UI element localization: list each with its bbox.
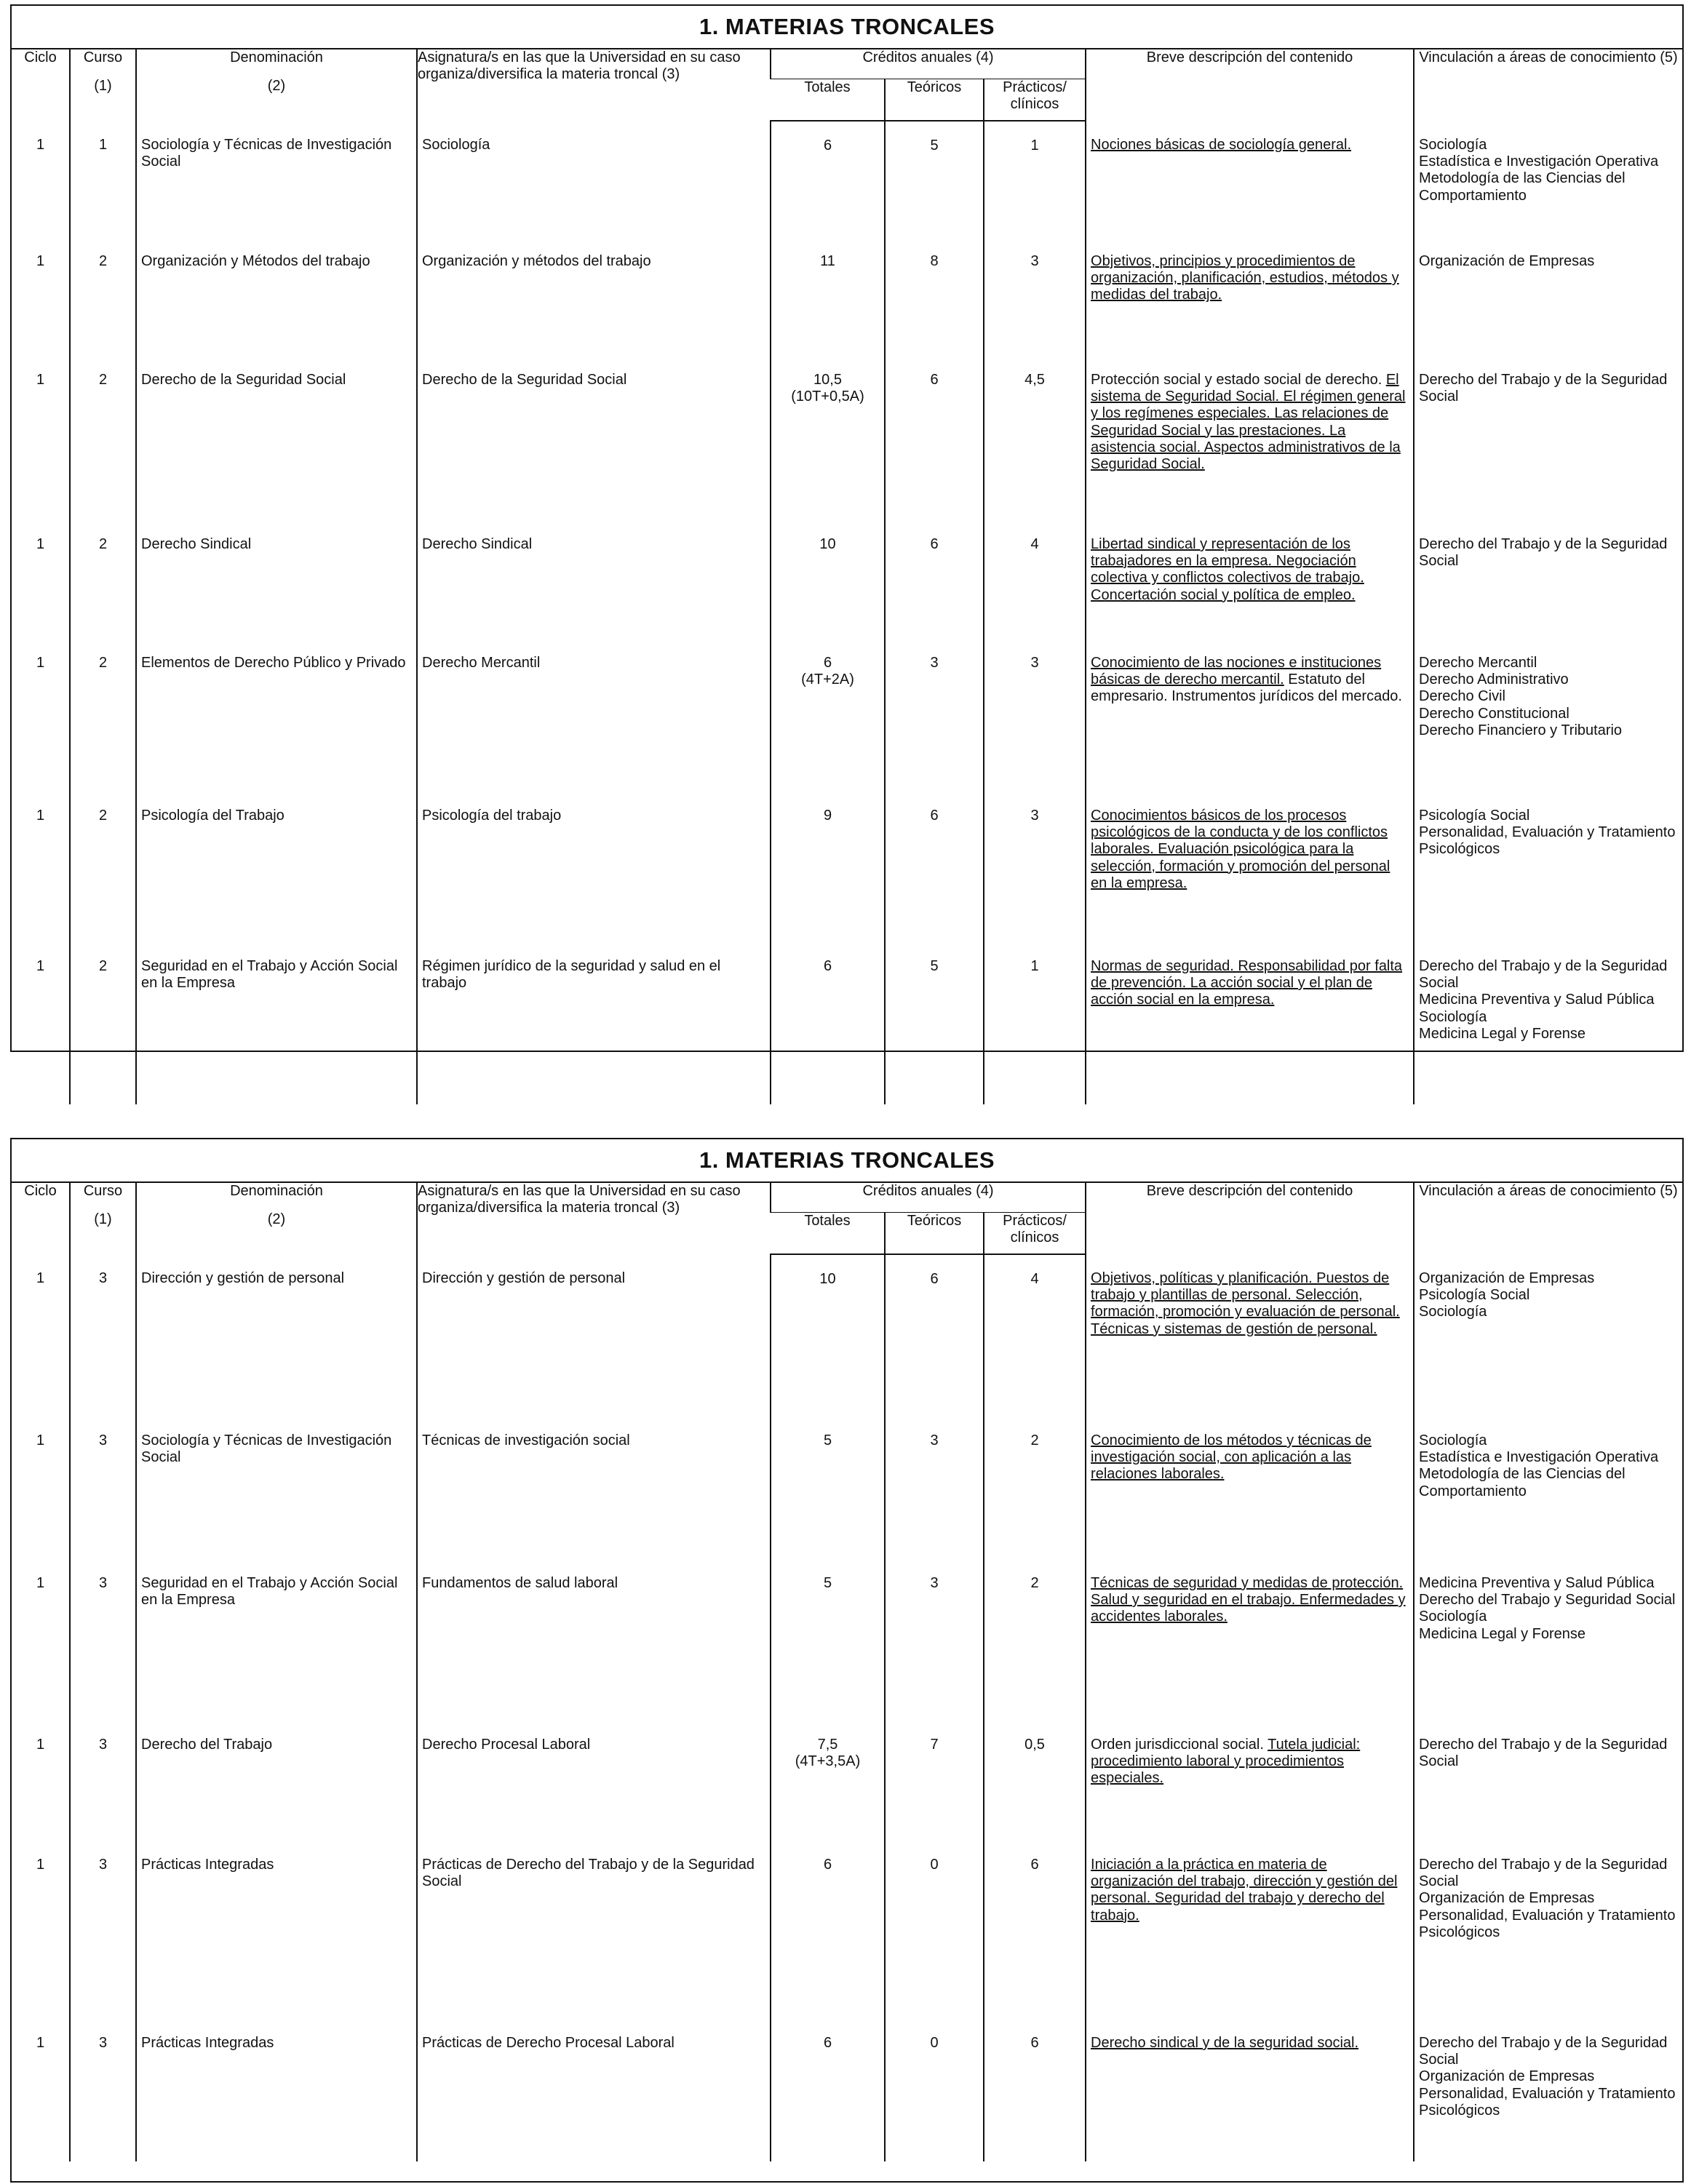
materias-table — [12, 1183, 1682, 2161]
table-row — [12, 1559, 1682, 1721]
asignatura-cell: Técnicas de investigación social — [417, 1416, 771, 1559]
descripcion-cell — [1086, 1559, 1414, 1721]
asignatura-cell: Derecho Mercantil — [417, 639, 771, 792]
areas-cell — [1414, 121, 1682, 237]
col-curso-header: Curso (1) — [70, 49, 136, 121]
curso-cell: 1 — [70, 121, 136, 237]
totales-cell — [771, 2019, 885, 2161]
asignatura-cell: Derecho Procesal Laboral — [417, 1721, 771, 1841]
ciclo-cell: 1 — [36, 808, 45, 824]
descripcion-cell — [1086, 1841, 1414, 2019]
totales-detail: (4T+2A) — [801, 671, 854, 688]
denominacion-cell: Prácticas Integradas — [136, 1841, 417, 2019]
area-item: Estadística e Investigación Operativa — [1419, 154, 1659, 170]
asignatura-cell: Régimen jurídico de la seguridad y salud en el trabajo — [417, 942, 771, 1104]
col-practicos-header: Prácticos/ clínicos — [984, 79, 1086, 121]
descripcion-underlined-text: Tutela judicial: procedimiento laboral y procedimientos especiales. — [1091, 1737, 1361, 1787]
areas-cell — [1414, 1559, 1682, 1721]
asignatura-cell: Derecho de la Seguridad Social — [417, 356, 771, 520]
denominacion-cell: Seguridad en el Trabajo y Acción Social en la Empresa — [136, 1559, 417, 1721]
totales-value: 11 — [820, 253, 835, 269]
teoricos-cell: 8 — [885, 237, 984, 356]
area-item: Estadística e Investigación Operativa — [1419, 1449, 1659, 1466]
ciclo-cell: 1 — [36, 372, 45, 388]
col-teoricos-header: Teóricos — [885, 1213, 984, 1255]
area-item: Personalidad, Evaluación y Tratamiento Psicológicos — [1419, 1907, 1676, 1940]
teoricos-cell: 7 — [885, 1721, 984, 1841]
descripcion-underlined-text: Derecho sindical y de la seguridad social. — [1091, 2035, 1359, 2051]
area-item: Organización de Empresas — [1419, 253, 1595, 269]
totales-cell — [771, 639, 885, 792]
denominacion-cell: Psicología del Trabajo — [136, 792, 417, 942]
area-item: Organización de Empresas — [1419, 1270, 1595, 1286]
descripcion-underlined-text: Conocimientos básicos de los procesos psicológicos de la conducta y de los conflictos laborales. Evaluación psicológica para la selección, formación y promoción del personal en la empresa. — [1091, 808, 1390, 891]
descripcion-underlined-text: Nociones básicas de sociología general. — [1091, 137, 1352, 153]
area-item: Metodología de las Ciencias del Comportamiento — [1419, 170, 1626, 204]
area-item: Medicina Legal y Forense — [1419, 1025, 1586, 1042]
totales-cell — [771, 237, 885, 356]
area-item: Derecho del Trabajo y de la Seguridad Social — [1419, 1737, 1668, 1770]
areas-cell — [1414, 520, 1682, 639]
descripcion-plain-text: Orden jurisdiccional social. — [1091, 1737, 1268, 1753]
area-item: Psicología Social — [1419, 1287, 1530, 1304]
descripcion-cell — [1086, 639, 1414, 792]
curso-cell: 2 — [70, 792, 136, 942]
descripcion-underlined-text: El sistema de Seguridad Social. El régimen general y los regímenes especiales. Las relaciones de Seguridad Social y las prestaciones. La asistencia social. Aspectos administrativos de la Seguridad Social. — [1091, 372, 1406, 472]
descripcion-underlined-text: Iniciación a la práctica en materia de organización del trabajo, dirección y gestión del personal. Seguridad del trabajo y derecho del trabajo. — [1091, 1857, 1398, 1924]
totales-value: 6 — [823, 2035, 832, 2051]
ciclo-cell: 1 — [36, 1575, 45, 1591]
col-curso-header: Curso (1) — [70, 1183, 136, 1254]
col-descripcion-header: Breve descripción del contenido — [1086, 1183, 1414, 1254]
teoricos-cell: 6 — [885, 1254, 984, 1416]
ciclo-cell: 1 — [36, 1737, 45, 1753]
col-denominacion-header: Denominación (2) — [136, 1183, 417, 1254]
totales-cell — [771, 1841, 885, 2019]
area-item: Derecho Financiero y Tributario — [1419, 722, 1623, 738]
descripcion-underlined-text: Conocimiento de los métodos y técnicas de investigación social, con aplicación a las relaciones laborales. — [1091, 1432, 1372, 1483]
table-body — [12, 121, 1682, 1104]
denominacion-cell: Sociología y Técnicas de Investigación Social — [136, 121, 417, 237]
table-row — [12, 639, 1682, 792]
curso-cell: 3 — [70, 2019, 136, 2161]
ciclo-cell: 1 — [36, 1270, 45, 1286]
area-item: Derecho del Trabajo y de la Seguridad Social — [1419, 2035, 1668, 2068]
materias-troncales-table-2 — [10, 1138, 1684, 2183]
area-item: Organización de Empresas — [1419, 1890, 1595, 1907]
area-item: Sociología — [1419, 1304, 1487, 1320]
table-row — [12, 2019, 1682, 2161]
area-item: Derecho del Trabajo y de la Seguridad Social — [1419, 1857, 1668, 1890]
totales-cell — [771, 356, 885, 520]
table-body — [12, 1254, 1682, 2161]
area-item: Psicología Social — [1419, 808, 1530, 824]
teoricos-cell: 5 — [885, 121, 984, 237]
descripcion-underlined-text: Conocimiento de las nociones e instituciones básicas de derecho mercantil. — [1091, 655, 1382, 688]
denominacion-cell: Sociología y Técnicas de Investigación Social — [136, 1416, 417, 1559]
curso-cell: 2 — [70, 237, 136, 356]
col-vinculacion-header: Vinculación a áreas de conocimiento (5) — [1414, 1183, 1682, 1254]
areas-cell — [1414, 1416, 1682, 1559]
totales-value: 10 — [819, 536, 836, 552]
descripcion-underlined-text: Objetivos, principios y procedimientos de organización, planificación, estudios, métodos y medidas del trabajo. — [1091, 253, 1399, 303]
areas-cell — [1414, 942, 1682, 1104]
area-item: Derecho del Trabajo y de la Seguridad Social — [1419, 536, 1668, 570]
descripcion-underlined-text: Libertad sindical y representación de los trabajadores en la empresa. Negociación colectiva y conflictos colectivos de trabajo. Concertación social y política de empleo. — [1091, 536, 1364, 603]
practicos-cell: 4 — [984, 1254, 1086, 1416]
descripcion-underlined-text: Objetivos, políticas y planificación. Puestos de trabajo y plantillas de personal. Selección, formación, promoción y evaluación de personal. Técnicas y sistemas de gestión de personal. — [1091, 1270, 1400, 1337]
descripcion-underlined-text: Normas de seguridad. Responsabilidad por falta de prevención. La acción social y el plan de acción social en la empresa. — [1091, 958, 1403, 1008]
table-title: 1. MATERIAS TRONCALES — [12, 1139, 1682, 1183]
totales-detail: (10T+0,5A) — [791, 388, 864, 405]
areas-cell — [1414, 792, 1682, 942]
denominacion-cell: Derecho Sindical — [136, 520, 417, 639]
col-ciclo-header: Ciclo — [24, 49, 57, 65]
asignatura-cell: Dirección y gestión de personal — [417, 1254, 771, 1416]
totales-detail: (4T+3,5A) — [795, 1753, 861, 1770]
area-item: Sociología — [1419, 137, 1487, 153]
practicos-cell: 3 — [984, 639, 1086, 792]
ciclo-cell: 1 — [36, 958, 45, 974]
practicos-cell: 3 — [984, 792, 1086, 942]
table-title: 1. MATERIAS TRONCALES — [12, 6, 1682, 49]
teoricos-cell: 6 — [885, 792, 984, 942]
area-item: Derecho Constitucional — [1419, 705, 1569, 722]
teoricos-cell: 3 — [885, 1559, 984, 1721]
curso-cell: 2 — [70, 942, 136, 1104]
practicos-cell: 3 — [984, 237, 1086, 356]
area-item: Sociología — [1419, 1432, 1487, 1448]
denominacion-cell: Organización y Métodos del trabajo — [136, 237, 417, 356]
col-denominacion-header: Denominación (2) — [136, 49, 417, 121]
descripcion-cell — [1086, 520, 1414, 639]
teoricos-cell: 3 — [885, 1416, 984, 1559]
practicos-cell: 0,5 — [984, 1721, 1086, 1841]
totales-value: 9 — [823, 808, 832, 824]
areas-cell — [1414, 1721, 1682, 1841]
descripcion-plain-text: Estatuto del empresario. Instrumentos jurídicos del mercado. — [1091, 671, 1402, 705]
area-item: Sociología — [1419, 1609, 1487, 1625]
curso-cell: 3 — [70, 1254, 136, 1416]
col-teoricos-header: Teóricos — [885, 79, 984, 121]
totales-cell — [771, 520, 885, 639]
curso-cell: 3 — [70, 1721, 136, 1841]
denominacion-cell: Seguridad en el Trabajo y Acción Social en la Empresa — [136, 942, 417, 1104]
ciclo-cell: 1 — [36, 655, 45, 671]
practicos-cell: 2 — [984, 1559, 1086, 1721]
asignatura-cell: Organización y métodos del trabajo — [417, 237, 771, 356]
areas-cell — [1414, 2019, 1682, 2161]
totales-cell — [771, 1254, 885, 1416]
teoricos-cell: 6 — [885, 356, 984, 520]
table-row — [12, 1721, 1682, 1841]
area-item: Sociología — [1419, 1008, 1487, 1025]
area-item: Derecho Administrativo — [1419, 671, 1569, 688]
totales-value: 10 — [819, 1271, 836, 1287]
asignatura-cell: Sociología — [417, 121, 771, 237]
asignatura-cell: Derecho Sindical — [417, 520, 771, 639]
practicos-cell: 6 — [984, 1841, 1086, 2019]
areas-cell — [1414, 1254, 1682, 1416]
denominacion-cell: Prácticas Integradas — [136, 2019, 417, 2161]
asignatura-cell: Prácticas de Derecho Procesal Laboral — [417, 2019, 771, 2161]
areas-cell — [1414, 237, 1682, 356]
curso-cell: 2 — [70, 356, 136, 520]
practicos-cell: 1 — [984, 942, 1086, 1104]
area-item: Personalidad, Evaluación y Tratamiento Psicológicos — [1419, 824, 1676, 858]
col-asignatura-header: Asignatura/s en las que la Universidad en su caso organiza/diversifica la materia troncal (3) — [417, 1183, 771, 1254]
area-item: Metodología de las Ciencias del Comportamiento — [1419, 1466, 1626, 1499]
totales-cell — [771, 942, 885, 1104]
area-item: Personalidad, Evaluación y Tratamiento Psicológicos — [1419, 2085, 1676, 2119]
col-descripcion-header: Breve descripción del contenido — [1086, 49, 1414, 121]
areas-cell — [1414, 356, 1682, 520]
asignatura-cell: Fundamentos de salud laboral — [417, 1559, 771, 1721]
denominacion-cell: Elementos de Derecho Público y Privado — [136, 639, 417, 792]
totales-value: 6 — [823, 958, 832, 974]
area-item: Organización de Empresas — [1419, 2068, 1595, 2085]
table-row — [12, 942, 1682, 1104]
table-row — [12, 1254, 1682, 1416]
area-item: Medicina Preventiva y Salud Pública — [1419, 1575, 1655, 1591]
table-row — [12, 121, 1682, 237]
teoricos-cell: 6 — [885, 520, 984, 639]
denominacion-cell: Derecho del Trabajo — [136, 1721, 417, 1841]
descripcion-cell — [1086, 942, 1414, 1104]
descripcion-cell — [1086, 2019, 1414, 2161]
totales-cell — [771, 792, 885, 942]
curso-cell: 3 — [70, 1559, 136, 1721]
descripcion-cell — [1086, 237, 1414, 356]
denominacion-cell: Derecho de la Seguridad Social — [136, 356, 417, 520]
ciclo-cell: 1 — [36, 536, 45, 552]
descripcion-cell — [1086, 1721, 1414, 1841]
table-row — [12, 1841, 1682, 2019]
teoricos-cell: 0 — [885, 2019, 984, 2161]
table-row — [12, 792, 1682, 942]
teoricos-cell: 5 — [885, 942, 984, 1104]
col-totales-header: Totales — [771, 1213, 885, 1255]
totales-cell — [771, 121, 885, 237]
area-item: Derecho del Trabajo y de la Seguridad Social — [1419, 958, 1668, 992]
denominacion-cell: Dirección y gestión de personal — [136, 1254, 417, 1416]
areas-cell — [1414, 1841, 1682, 2019]
area-item: Medicina Preventiva y Salud Pública — [1419, 992, 1655, 1008]
curso-cell: 3 — [70, 1416, 136, 1559]
totales-value: 6 — [823, 655, 832, 671]
col-creditos-header: Créditos anuales (4) — [771, 1183, 1086, 1213]
teoricos-cell: 3 — [885, 639, 984, 792]
curso-cell: 2 — [70, 639, 136, 792]
area-item: Derecho Mercantil — [1419, 655, 1537, 671]
totales-value: 7,5 — [817, 1737, 838, 1753]
col-ciclo-header: Ciclo — [24, 1183, 57, 1199]
table-row — [12, 520, 1682, 639]
col-creditos-header: Créditos anuales (4) — [771, 49, 1086, 79]
descripcion-underlined-text: Técnicas de seguridad y medidas de protección. Salud y seguridad en el trabajo. Enfermedades y accidentes laborales. — [1091, 1575, 1406, 1625]
totales-value: 5 — [823, 1432, 832, 1448]
ciclo-cell: 1 — [36, 2035, 45, 2051]
practicos-cell: 6 — [984, 2019, 1086, 2161]
table-row — [12, 237, 1682, 356]
ciclo-cell: 1 — [36, 137, 45, 153]
totales-value: 5 — [823, 1575, 832, 1591]
descripcion-cell — [1086, 121, 1414, 237]
totales-cell — [771, 1721, 885, 1841]
asignatura-cell: Prácticas de Derecho del Trabajo y de la Seguridad Social — [417, 1841, 771, 2019]
col-asignatura-header: Asignatura/s en las que la Universidad en su caso organiza/diversifica la materia troncal (3) — [417, 49, 771, 121]
area-item: Derecho del Trabajo y Seguridad Social — [1419, 1592, 1676, 1609]
descripcion-cell — [1086, 1416, 1414, 1559]
materias-table — [12, 49, 1682, 1104]
descripcion-cell — [1086, 1254, 1414, 1416]
area-item: Medicina Legal y Forense — [1419, 1625, 1586, 1642]
descripcion-plain-text: Protección social y estado social de derecho. — [1091, 372, 1386, 388]
practicos-cell: 4,5 — [984, 356, 1086, 520]
descripcion-cell — [1086, 356, 1414, 520]
practicos-cell: 1 — [984, 121, 1086, 237]
area-item: Derecho del Trabajo y de la Seguridad Social — [1419, 372, 1668, 405]
col-totales-header: Totales — [771, 79, 885, 121]
descripcion-cell — [1086, 792, 1414, 942]
col-practicos-header: Prácticos/ clínicos — [984, 1213, 1086, 1255]
table-row — [12, 1416, 1682, 1559]
totales-cell — [771, 1416, 885, 1559]
teoricos-cell: 0 — [885, 1841, 984, 2019]
practicos-cell: 4 — [984, 520, 1086, 639]
areas-cell — [1414, 639, 1682, 792]
ciclo-cell: 1 — [36, 253, 45, 269]
ciclo-cell: 1 — [36, 1857, 45, 1873]
materias-troncales-table-1 — [10, 4, 1684, 1052]
practicos-cell: 2 — [984, 1416, 1086, 1559]
col-vinculacion-header: Vinculación a áreas de conocimiento (5) — [1414, 49, 1682, 121]
curso-cell: 2 — [70, 520, 136, 639]
curso-cell: 3 — [70, 1841, 136, 2019]
totales-cell — [771, 1559, 885, 1721]
totales-value: 6 — [823, 138, 832, 154]
totales-value: 6 — [823, 1857, 832, 1873]
asignatura-cell: Psicología del trabajo — [417, 792, 771, 942]
ciclo-cell: 1 — [36, 1432, 45, 1448]
area-item: Derecho Civil — [1419, 688, 1505, 705]
table-row — [12, 356, 1682, 520]
totales-value: 10,5 — [813, 372, 842, 388]
